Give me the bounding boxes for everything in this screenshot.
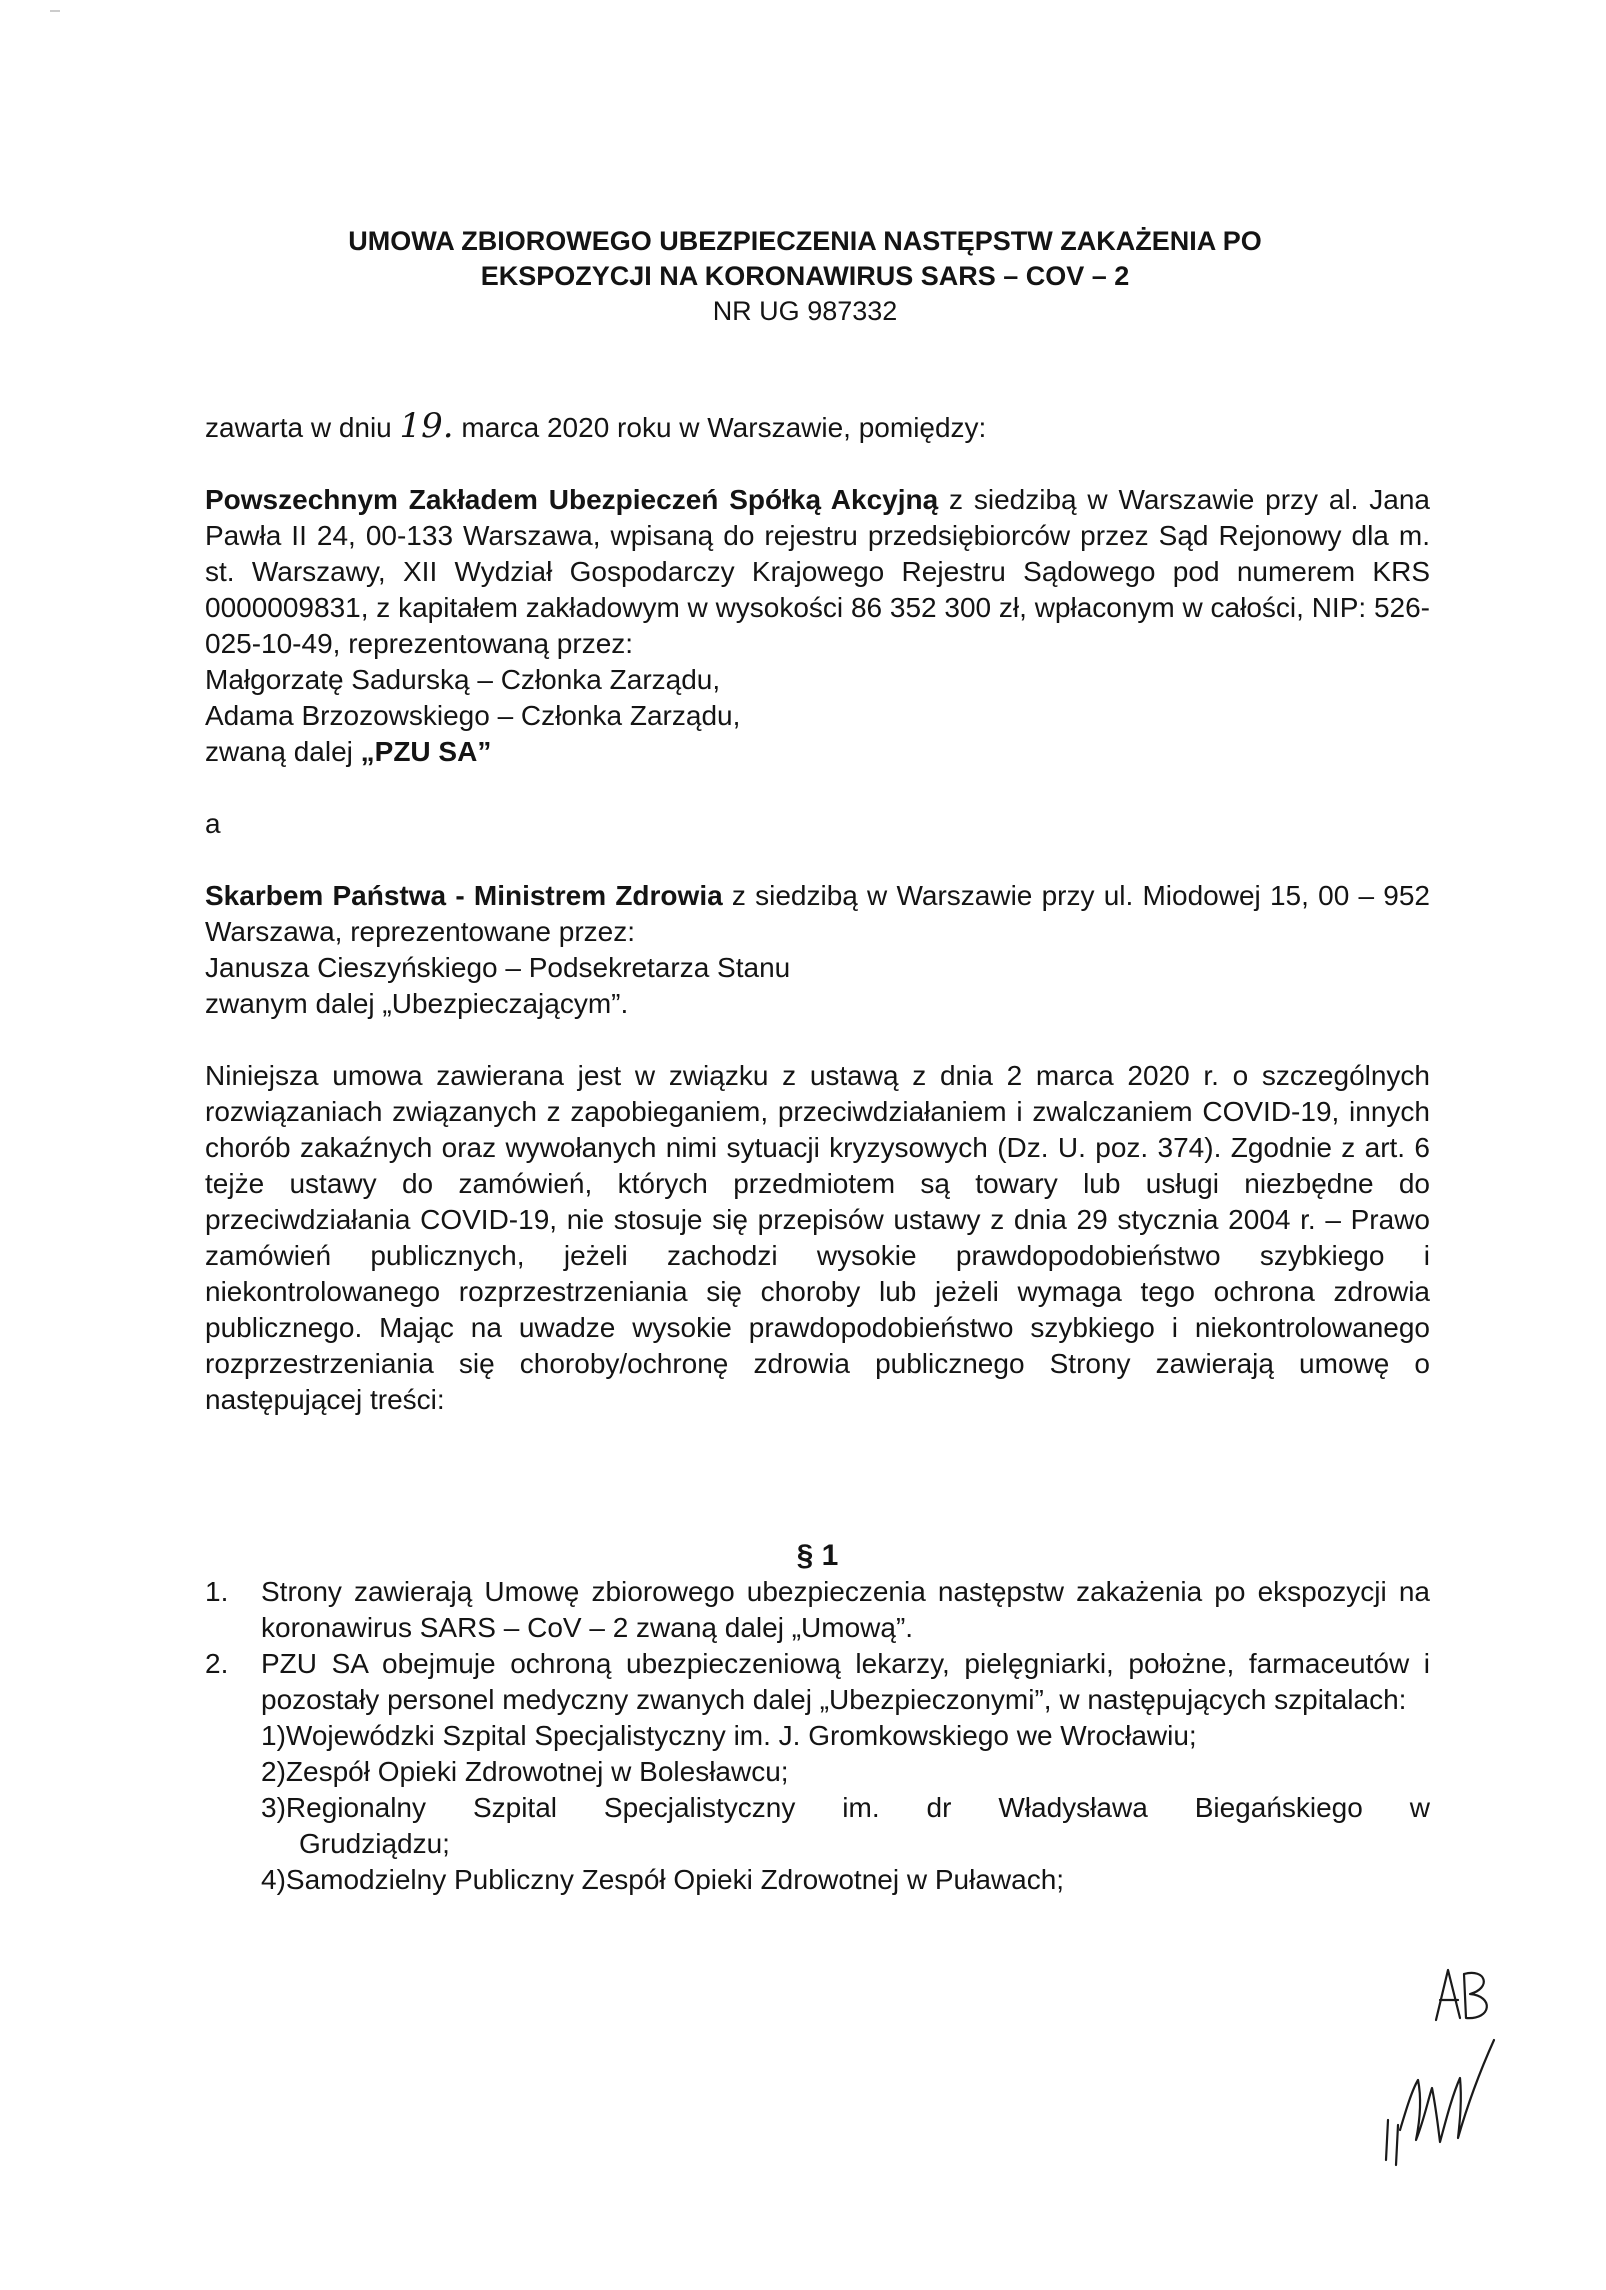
hospital-list [205, 1718, 1430, 1898]
party-1-text: z siedzibą w Warszawie przy al. Jana Pawła II 24, 00-133 Warszawa, wpisaną do rejestru przedsiębiorców przez Sąd Rejonowy dla m. st. Warszawy, XII Wydział Gospodarczy Krajowego Rejestru Sądowego pod numerem KRS 0000009831, z kapitałem zakładowym w wysokości 86 352 300 zł, wpłaconym w całości, NIP: 526-025-10-49, reprezentowaną przez: [205, 484, 1431, 659]
section-1-heading: § 1 [796, 1539, 839, 1572]
party-1-representative-2: Adama Brzozowskiego – Członka Zarządu, [205, 700, 741, 731]
contract-number: NR UG 987332 [712, 296, 898, 326]
party-1-called [205, 734, 1430, 770]
concluded-suffix: marca 2020 roku w Warszawie, pomiędzy: [453, 412, 987, 443]
handwritten-day: 19. [399, 406, 454, 446]
party-2-name: Skarbem Państwa - Ministrem Zdrowia [205, 880, 723, 911]
party-1-paragraph [205, 482, 1430, 662]
party-1-called-prefix: zwaną dalej [205, 736, 361, 767]
list-item [261, 1862, 1430, 1898]
party-2-text: z siedzibą w Warszawie przy ul. Miodowej 15, 00 – 952 Warszawa, reprezentowane przez: [205, 880, 1430, 947]
conjunction: a [205, 808, 221, 839]
list-item-continuation: Grudziądzu; [299, 1828, 450, 1859]
party-1-representative-1: Małgorzatę Sadurską – Członka Zarządu, [205, 664, 721, 695]
title-line-2: EKSPOZYCJI NA KORONAWIRUS SARS – COV – 2 [480, 261, 1130, 291]
party-1-name: Powszechnym Zakładem Ubezpieczeń Spółką Akcyjną [205, 484, 939, 515]
party-2-representative: Janusza Cieszyńskiego – Podsekretarza Stanu [205, 952, 791, 983]
party-2-paragraph [205, 878, 1430, 950]
clause-1 [205, 1574, 1430, 1646]
clause-2 [205, 1646, 1430, 1718]
document-title [200, 224, 1410, 329]
list-item-number: 2) [261, 1756, 286, 1787]
handwritten-initials-signature [1366, 1960, 1516, 2180]
clause-number: 2. [205, 1648, 229, 1679]
list-item-text: Regionalny Szpital Specjalistyczny im. dr Władysława Biegańskiego w [285, 1792, 1430, 1823]
scan-artifact [50, 10, 60, 12]
list-item-text: Samodzielny Publiczny Zespół Opieki Zdrowotnej w Puławach; [285, 1864, 1065, 1895]
list-item-text: Wojewódzki Szpital Specjalistyczny im. J. Gromkowskiego we Wrocławiu; [285, 1720, 1197, 1751]
list-item-number: 3) [261, 1792, 286, 1823]
clause-text: PZU SA obejmuje ochroną ubezpieczeniową lekarzy, pielęgniarki, położne, farmaceutów i pozostały personel medyczny zwanych dalej „Ubezpieczonymi”, w następujących szpitalach: [261, 1648, 1430, 1715]
list-item-number: 1) [261, 1720, 286, 1751]
clause-text: Strony zawierają Umowę zbiorowego ubezpieczenia następstw zakażenia po ekspozycji na koronawirus SARS – CoV – 2 zwaną dalej „Umową”. [261, 1576, 1430, 1643]
list-item-text: Zespół Opieki Zdrowotnej w Bolesławcu; [285, 1756, 789, 1787]
concluded-prefix: zawarta w dniu [205, 412, 400, 443]
list-item [261, 1754, 1430, 1790]
list-item [261, 1718, 1430, 1754]
clause-number: 1. [205, 1576, 229, 1607]
list-item [261, 1790, 1430, 1826]
document-body [205, 408, 1430, 1898]
party-2-called: zwanym dalej „Ubezpieczającym”. [205, 988, 629, 1019]
preamble: Niniejsza umowa zawierana jest w związku z ustawą z dnia 2 marca 2020 r. o szczególnych rozwiązaniach związanych z zapobieganiem, przeciwdziałaniem i zwalczaniem COVID-19, innych chorób zakaźnych oraz wywołanych nimi sytuacji kryzysowych (Dz. U. poz. 374). Zgodnie z art. 6 tejże ustawy do zamówień, których przedmiotem są towary lub usługi niezbędne do przeciwdziałania COVID-19, nie stosuje się przepisów ustawy z dnia 29 stycznia 2004 r. – Prawo zamówień publicznych, jeżeli zachodzi wysokie prawdopodobieństwo szybkiego i niekontrolowanego rozprzestrzeniania się choroby lub jeżeli wymaga tego ochrona zdrowia publicznego. Mając na uwadze wysokie prawdopodobieństwo szybkiego i niekontrolowanego rozprzestrzeniania się choroby/ochronę zdrowia publicznego Strony zawierają umowę o następującej treści: [205, 1060, 1430, 1415]
party-1-called-name: „PZU SA” [360, 736, 492, 767]
title-line-1: UMOWA ZBIOROWEGO UBEZPIECZENIA NASTĘPSTW ZAKAŻENIA PO [348, 226, 1262, 256]
list-item-number: 4) [261, 1864, 286, 1895]
concluded-line [205, 408, 1430, 446]
